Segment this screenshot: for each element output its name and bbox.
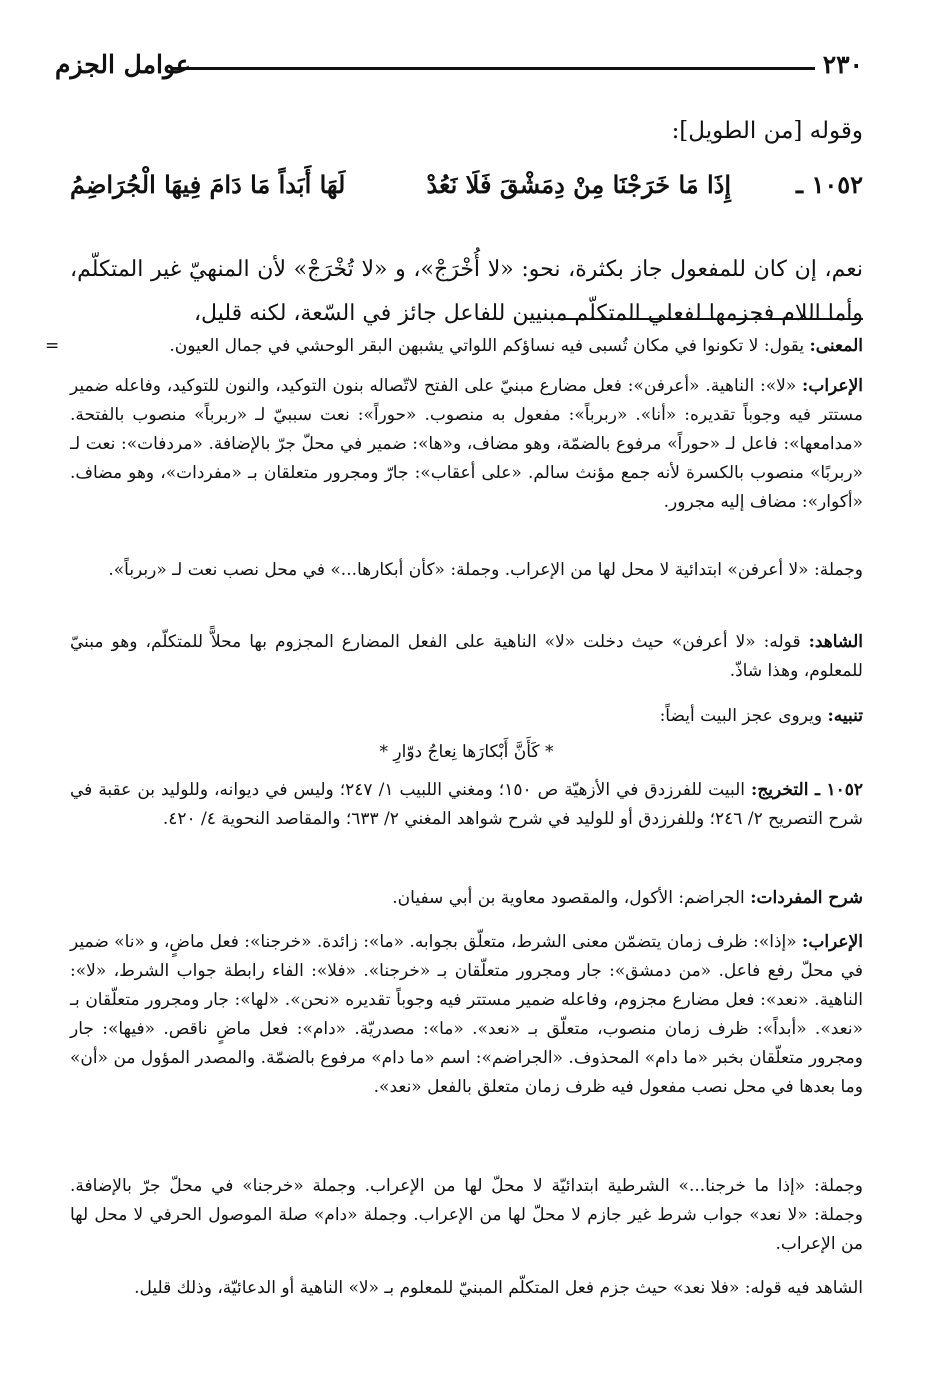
- irab-2-label: الإعراب:: [802, 932, 863, 952]
- irab-1-text: «لا»: الناهية. «أعرفن»: فعل مضارع مبنيّ على الفتح لاتّصاله بنون التوكيد، والنون للتوكيد، وفاعله ضمير مستتر فيه وجوباً تقديره: «أنا». «ربرباً»: مفعول به منصوب. «حوراً»: نعت سببيّ لـ «ربرباً» منصوب بالفتحة. «مدامعها»: فاعل لـ «حوراً» مرفوع بالضمّة، وهو مضاف، و«ها»: ضمير في محلّ جرّ بالإضافة. «مردفات»: نعت لـ «ربربًا» منصوب بالكسرة لأنه جمع مؤنث سالم. «على أعقاب»: جارّ ومجرور متعلقان بـ «مفردات»، وهو مضاف. «أكوار»: مضاف إليه مجرور.: [70, 376, 863, 512]
- irab-1-label: الإعراب:: [802, 376, 863, 396]
- tanbih-label: تنبيه:: [827, 706, 863, 726]
- takhrij-text: البيت للفرزدق في الأزهيّة ص ١٥٠؛ ومغني اللبيب ١/ ٢٤٧؛ وليس في ديوانه، وللوليد بن عقبة في شرح التصريح ٢/ ٢٤٦؛ وللفرزدق أو للوليد في شرح شواهد المغني ٢/ ٦٣٣؛ والمقاصد النحوية ٤/ ٤٢٠.: [70, 780, 863, 829]
- tanbih-verse: * كَأَنَّ أَبْكارَها نِعاجُ دوّارِ *: [379, 742, 554, 762]
- verse-intro: وقوله [من الطويل]:: [671, 118, 863, 144]
- meaning-text: يقول: لا تكونوا في مكان تُسبى فيه نساؤكم اللواتي يشبهن البقر الوحشي في جمال العيون.: [169, 336, 810, 356]
- main-paragraph: نعم، إن كان للمفعول جاز بكثرة، نحو: «لا أُخْرَجْ»، و «لا تُخْرَجْ» لأن المنهيّ غير المتكلّم، وأما اللام فجزمها لفعلي المتكلّم مبنيين للفاعل جائز في السّعة، لكنه قليل،: [70, 257, 863, 326]
- footnote-shahid-1: [70, 628, 863, 686]
- footnote-irab-2: [70, 928, 863, 1102]
- footnote-meaning: [70, 332, 863, 361]
- footnote-jumla-1: وجملة: «لا أعرفن» ابتدائية لا محل لها من الإعراب. وجملة: «كأن أبكارها...» في محل نصب نعت لـ «ربرباً».: [108, 560, 863, 580]
- verse-1052: [70, 170, 863, 210]
- footnote-shahid-2: الشاهد فيه قوله: «فلا نعد» حيث جزم فعل المتكلّم المبنيّ للمعلوم بـ «لا» الناهية أو الدعائيّة، وذلك قليل.: [134, 1278, 863, 1298]
- running-title: عوامل الجزم: [55, 50, 191, 79]
- footnote-continuation-mark: =: [45, 336, 60, 356]
- footnote-separator: [555, 318, 863, 320]
- mufradat-label: شرح المفردات:: [750, 888, 863, 908]
- shahid-1-label: الشاهد:: [808, 632, 863, 652]
- footnote-takhrij: [70, 776, 863, 834]
- meaning-label: المعنى:: [809, 336, 863, 356]
- tanbih-text: ويروى عجز البيت أيضاً:: [659, 706, 828, 726]
- footnote-tanbih: [70, 702, 863, 731]
- footnote-jumla-2: وجملة: «إذا ما خرجنا...» الشرطية ابتدائيّة لا محلّ لها من الإعراب. وجملة «خرجنا» في محلّ جرّ بالإضافة. وجملة: «لا نعد» جواب شرط غير جازم لا محلّ لها من الإعراب. وجملة «دام» صلة الموصول الحرفي لا محل لها من الإعراب.: [70, 1176, 863, 1254]
- shahid-1-text: قوله: «لا أعرفن» حيث دخلت «لا» الناهية على الفعل المضارع المجزوم بها محلاًّ للمتكلّم، وهو مبنيّ للمعلوم، وهذا شاذّ.: [70, 632, 863, 681]
- mufradat-text: الجراضم: الأكول، والمقصود معاوية بن أبي سفيان.: [392, 888, 751, 908]
- header-rule: [173, 67, 815, 70]
- irab-2-text: «إذا»: ظرف زمان يتضمّن معنى الشرط، متعلّق بجوابه. «ما»: زائدة. «خرجنا»: فعل ماضٍ، و «نا» ضمير في محلّ رفع فاعل. «من دمشق»: جار ومجرور متعلّقان بـ «خرجنا». «فلا»: الفاء رابطة جواب الشرط، «لا»: الناهية. «نعد»: فعل مضارع مجزوم، وفاعله ضمير مستتر فيه وجوباً تقديره «نحن». «لها»: جار ومجرور متعلّقان بـ «نعد». «أبداً»: ظرف زمان منصوب، متعلّق بـ «نعد». «ما»: مصدريّة. «دام»: فعل ماضٍ ناقص. «فيها»: جار ومجرور متعلّقان بخبر «ما دام» المحذوف. «الجراضم»: اسم «ما دام» مرفوع بالضمّة. والمصدر المؤول من «أن» وما بعدها في محل نصب مفعول فيه ظرف زمان متعلق بالفعل «نعد».: [70, 932, 863, 1097]
- footnote-mufradat: [70, 884, 863, 913]
- verse-second-hemistich: لَهَا أَبَداً مَا دَامَ فِيهَا الْجُرَاضِمُ: [70, 170, 346, 199]
- verse-first-hemistich: إِذَا مَا خَرَجْنَا مِنْ دِمَشْقَ فَلَا نَعُدْ: [426, 170, 731, 199]
- page-header: [55, 50, 863, 90]
- takhrij-label: ١٠٥٢ ـ التخريج:: [751, 780, 863, 800]
- verse-number: ١٠٥٢ ـ: [796, 170, 863, 199]
- page-number: ٢٣٠: [822, 50, 863, 79]
- footnote-irab-1: [70, 372, 863, 517]
